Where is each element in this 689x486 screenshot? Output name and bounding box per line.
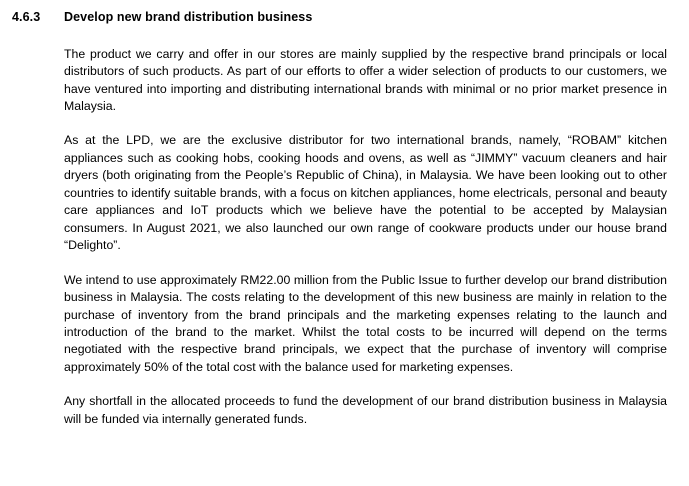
section-number: 4.6.3: [12, 10, 41, 24]
section-heading: [12, 10, 667, 26]
paragraph: As at the LPD, we are the exclusive distributor for two international brands, namely, “ROBAM” kitchen appliances such as cooking hobs, cooking hoods and ovens, as well as “JIMMY” vacuum cleaners and hair dryers (both originating from the People’s Republic of China), in Malaysia. We have been looking out to other countries to identify suitable brands, with a focus on kitchen appliances, home electricals, personal and beauty care appliances and IoT products which we believe have the potential to be accepted by Malaysian consumers. In August 2021, we also launched our own range of cookware products under our house brand “Delighto”.: [64, 133, 667, 253]
paragraph: Any shortfall in the allocated proceeds to fund the development of our brand distribution business in Malaysia will be funded via internally generated funds.: [64, 394, 667, 426]
section-title: Develop new brand distribution business: [64, 10, 313, 24]
section-body: [64, 46, 667, 429]
paragraph: We intend to use approximately RM22.00 million from the Public Issue to further develop our brand distribution business in Malaysia. The costs relating to the development of this new business are mainly in relation to the purchase of inventory from the brand principals and the marketing expenses relating to the launch and introduction of the brand to the market. Whilst the total costs to be incurred will depend on the terms negotiated with the respective brand principals, we expect that the purchase of inventory will comprise approximately 50% of the total cost with the balance used for marketing expenses.: [64, 272, 667, 374]
paragraph: The product we carry and offer in our stores are mainly supplied by the respective brand principals or local distributors of such products. As part of our efforts to offer a wider selection of products to our customers, we have ventured into importing and distributing international brands with minimal or no prior market presence in Malaysia.: [64, 46, 667, 113]
